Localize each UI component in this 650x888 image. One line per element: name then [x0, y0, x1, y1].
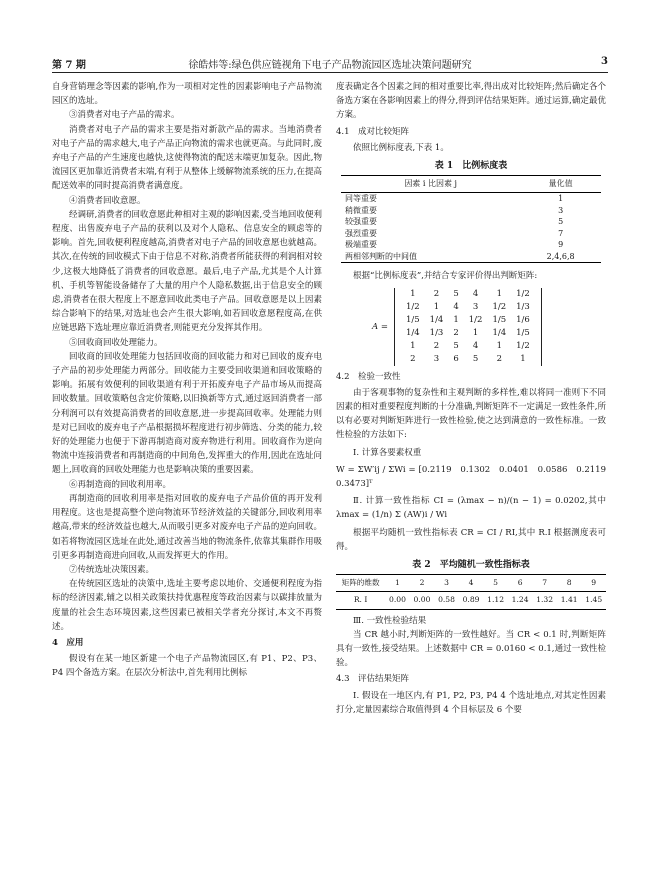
table-cell: 1 — [385, 575, 410, 592]
matrix-bracket — [394, 288, 542, 366]
table-cell: 3 — [434, 575, 459, 592]
paragraph: 根据“比例标度表”,并结合专家评价得出判断矩阵: — [353, 271, 538, 282]
table-cell: 1/4 — [405, 327, 420, 338]
table-cell: 0.00 — [413, 595, 431, 605]
table-cell: 5 — [558, 217, 564, 227]
table-cell: 3 — [472, 301, 479, 312]
paragraph: 度表确定各个因素之间的相对重要比率,得出成对比较矩阵;然后确定各个备选方案在各影响因素上的得分,得到评估结果矩阵。通过运算,确定最优方案。 — [336, 82, 606, 121]
right-column — [336, 80, 615, 717]
paragraph: 在传统园区选址的决策中,选址主要考虑以地价、交通便利程度为指标的经济因素,辅之以相关政策扶持优惠程度等政治因素与以碳排放量为度量的社会生态环境因素,这些因素已被相关学者充分探讨,本文不再赘述。 — [52, 579, 322, 632]
step-heading: Ⅲ. 一致性检验结果 — [353, 615, 427, 626]
page-number: 3 — [601, 56, 608, 67]
table-row — [401, 340, 535, 353]
paragraph: 根据平均随机一致性指标表 CR = CI / RI,其中 R.I 根据测度表可得。 — [336, 527, 606, 552]
section-heading: 4 应用 — [52, 637, 84, 648]
table-cell: 较强重要 — [345, 217, 377, 227]
table-cell: 5 — [472, 353, 479, 364]
table-cell: 1/2 — [516, 340, 530, 351]
item-heading: ⑤回收商回收处理能力。 — [69, 337, 163, 348]
table-cell: 8 — [557, 575, 582, 592]
table-cell: 6 — [453, 353, 459, 364]
paragraph: 再制造商的回收利用率是指对回收的废弃电子产品价值的再开发利用程度。这也是提高整个逆向物流环节经济效益的关键部分,回收利用率越高,带来的经济效益也越大,从而吸引更多对废弃电子产品的逆向回收。如若将物流园区选址在此处,通过改善当地的物流条件,依靠其集群作用吸引更多再制造商进向回收,从而发挥更大的作用。 — [52, 493, 322, 561]
table-cell: 2 — [433, 340, 440, 351]
table-cell: 1.24 — [511, 595, 529, 605]
table-cell: 0.58 — [438, 595, 455, 605]
table-cell: 1/2 — [516, 288, 530, 299]
table-cell: 4 — [459, 575, 484, 592]
table-cell: 1.12 — [487, 595, 505, 605]
table-cell: 2 — [433, 288, 440, 299]
table-cell: 1/5 — [405, 314, 420, 325]
table-cell: 2,4,6,8 — [546, 251, 575, 261]
paragraph: 当 CR 越小时,判断矩阵的一致性越好。当 CR < 0.1 时,判断矩阵具有一致性,接受结果。上述数据中 CR = 0.0160 < 0.1,通过一致性检验。 — [336, 629, 606, 669]
paragraph: 消费者对电子产品的需求主要是指对新款产品的需求。当地消费者对电子产品的需求越大,电子产品正向物流的需求也就更高。与此同时,废弃电子产品的产生速度也越快,这使得物流的配送末端更加复杂。因此,物流园区更加靠近消费者末端,有利于从整体上缓解物流系统的压力,在提高配送效率的同时提高消费者满意度。 — [52, 124, 322, 192]
paragraph: Ⅰ. 假设在一地区内,有 P1, P2, P3, P4 4 个选址地点,对其定性因素打分,定量因素综合取值得到 4 个目标层及 6 个要 — [336, 690, 606, 715]
subsection-heading: 4.1 成对比较矩阵 — [336, 126, 410, 137]
table-cell: 1 — [520, 353, 526, 364]
table-cell: 3 — [433, 353, 440, 364]
running-header — [52, 56, 608, 70]
table-row — [336, 592, 606, 609]
table-cell: 1 — [496, 340, 502, 351]
table-header-cell: 因素 i 比因素 j — [341, 176, 520, 193]
table-cell: 1.41 — [560, 595, 578, 605]
item-heading: ④消费者回收意愿。 — [69, 195, 146, 206]
table-header-cell: 量化值 — [520, 176, 601, 193]
item-heading: ⑥再制造商的回收利用率。 — [69, 479, 172, 490]
table-cell: 1 — [453, 314, 459, 325]
table-cell: 1/3 — [516, 301, 530, 312]
item-heading: ③消费者对电子产品的需求。 — [69, 110, 180, 121]
running-title: 徐皓炜等:绿色供应链视角下电子产品物流园区选址决策问题研究 — [188, 60, 472, 71]
table-cell: 4 — [453, 301, 459, 312]
table-cell: 5 — [483, 575, 508, 592]
table-cell: 稍微重要 — [345, 205, 377, 215]
paragraph: 经调研,消费者的回收意愿此种相对主观的影响因素,受当地回收便利程度、出售废弃电子产品的获利以及对个人隐私、信息安全的顾虑等的影响。首先,回收便利程度越高,消费者对电子产品的回收意愿也就越高。其次,在传统的回收模式下由于信息不对称,消费者所能获得的利润相对较少,这极大地降低了消费者的回收意愿。最后,电子产品,尤其是个人计算机、手机等智能设备储存了大量的用户个人隐私数据,出于信息安全的顾虑,消费者在很大程度上不愿意回收此类电子产品。回收意愿是以上因素综合影响下的结果,对选址也会产生很大影响,如若回收意愿程度高,在供应链思路下选址理应靠近消费者,则能更充分发挥其作用。 — [52, 209, 322, 334]
ci-equation: Ⅱ. 计算一致性指标 CI = (λmax − n)/(n − 1) = 0.0202,其中 λmax = (1/n) Σ (AW)i / Wi — [336, 496, 606, 521]
table-header-row — [341, 176, 601, 193]
table-cell: 1/6 — [516, 314, 530, 325]
paragraph: 自身营销理念等因素的影响,作为一项相对定性的因素影响电子产品物流园区的选址。 — [52, 82, 322, 107]
table-cell: 4 — [472, 288, 479, 299]
table-cell: 1/2 — [405, 301, 420, 312]
table-cell: 6 — [508, 575, 533, 592]
table-cell: 极端重要 — [345, 240, 377, 250]
table-cell: R. I — [353, 595, 368, 605]
table-cell: 7 — [558, 228, 564, 238]
item-heading: ⑦传统选址决策因素。 — [69, 564, 155, 575]
table-cell: 1 — [496, 288, 502, 299]
left-column — [52, 80, 322, 681]
issue-number: 第 7 期 — [52, 60, 86, 71]
table-cell: 0.89 — [462, 595, 480, 605]
table-row — [401, 314, 535, 327]
scale-table — [341, 175, 601, 263]
table-cell: 强烈重要 — [345, 228, 377, 238]
table-row — [401, 288, 535, 301]
table-cell: 0.00 — [389, 595, 406, 605]
table-cell: 7 — [532, 575, 557, 592]
weight-equation: W = ΣW′ij / ΣWi = [0.2119 0.1302 0.0401 0.0586 0.2119 0.3473]ᵀ — [336, 464, 615, 490]
table-cell: 1 — [472, 327, 479, 338]
table-row — [341, 205, 601, 217]
judgment-matrix — [372, 288, 606, 366]
table-caption: 表 2 平均随机一致性指标表 — [412, 560, 530, 571]
table-cell: 1.45 — [585, 595, 603, 605]
table-cell: 1/4 — [429, 314, 444, 325]
table-cell: 2 — [496, 353, 502, 364]
table-row — [341, 216, 601, 228]
matrix-label: A = — [372, 321, 388, 332]
paragraph: 回收商的回收处理能力包括回收商的回收能力和对已回收的废弃电子产品的初步处理能力两部分。回收能力主要受回收渠道和回收策略的影响。拓展有效便利的回收渠道有利于开拓废弃电子产品市场从而提高回收数量。回收策略包含定价策略,以旧换新等方式,通过返回消费者一部分利润可以有效提高消费者的回收意愿,进一步提高回收率。处理能力则是对已回收的废弃电子产品根据损坏程度进行初步筛选、分类的能力,较好的处理能力也便于下游再制造商对废弃物进行利用。回收商作为逆向物流中连接消费者和再制造商的中间角色,发挥重大的作用,因此在选址问题上,回收商的回收处理能力也是影响决策的重要因素。 — [52, 351, 322, 476]
table-cell: 2 — [410, 353, 416, 364]
table-cell: 5 — [453, 288, 459, 299]
table-cell: 9 — [558, 240, 564, 250]
table-cell: 1 — [410, 288, 416, 299]
table-row — [401, 301, 535, 314]
table-cell: 2 — [410, 575, 435, 592]
table-cell: 1 — [433, 301, 440, 312]
table-cell: 1 — [410, 340, 416, 351]
table-cell: 两相邻判断的中间值 — [345, 251, 417, 261]
header-rule — [52, 72, 608, 73]
table-cell: 5 — [453, 340, 459, 351]
table-cell: 1/5 — [492, 314, 507, 325]
table-cell: 1/5 — [516, 327, 530, 338]
table-row — [401, 327, 535, 340]
table-cell: 4 — [472, 340, 479, 351]
table-cell: 2 — [453, 327, 459, 338]
subsection-heading: 4.3 评估结果矩阵 — [336, 674, 410, 685]
table-cell: 矩阵的维数 — [336, 575, 385, 592]
table-row — [336, 575, 606, 592]
table-cell: 9 — [581, 575, 606, 592]
paragraph: 由于客观事物的复杂性和主观判断的多样性,难以将同一准则下不同因素的相对重要程度判断的十分准确,判断矩阵不一定满足一致性条件,所以有必要对判断矩阵进行一致性检验,使之达到满意的一致性标准。一致性检验的方法如下: — [336, 387, 606, 441]
table-caption: 表 1 比例标度表 — [434, 161, 508, 172]
table-row — [341, 228, 601, 240]
paragraph: 假设有在某一地区新建一个电子产品物流园区,有 P1、P2、P3、P4 四个备选方案。在层次分析法中,首先利用比例标 — [52, 654, 322, 679]
table-cell: 同等重要 — [345, 194, 377, 204]
subsection-heading: 4.2 检验一致性 — [336, 371, 401, 382]
step-heading: Ⅰ. 计算各要素权重 — [353, 447, 422, 458]
table-row — [401, 353, 535, 366]
table-cell: 1/4 — [492, 327, 507, 338]
table-cell: 1/2 — [468, 314, 483, 325]
table-cell: 1/3 — [429, 327, 444, 338]
table-row — [341, 251, 601, 263]
ri-table — [336, 574, 606, 609]
table-cell: 1/2 — [492, 301, 507, 312]
table-cell: 3 — [558, 205, 564, 215]
paragraph: 依照比例标度表,下表 1。 — [353, 142, 449, 153]
table-row — [341, 193, 601, 205]
table-row — [341, 239, 601, 251]
table-cell: 1.32 — [536, 595, 554, 605]
table-cell: 1 — [558, 194, 564, 204]
